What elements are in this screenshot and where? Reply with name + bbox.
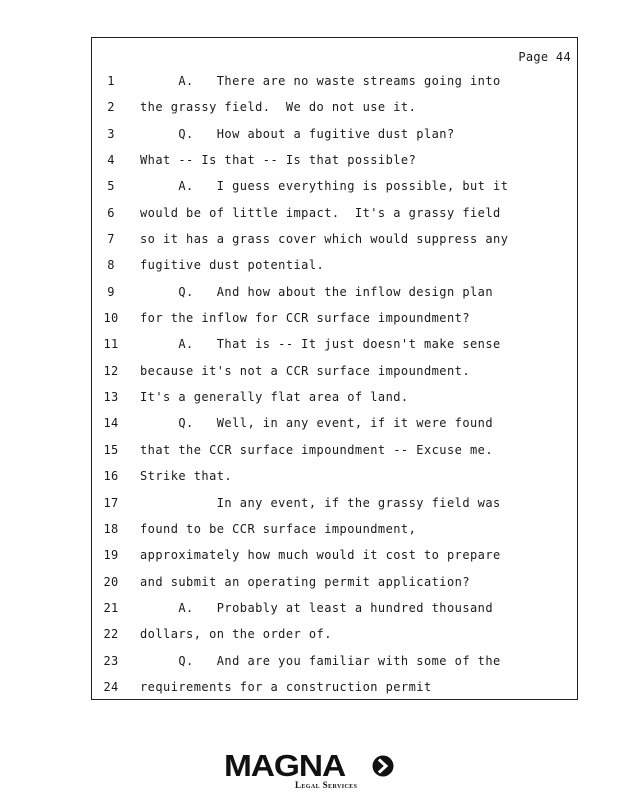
line-number: 20: [103, 574, 119, 589]
transcript-line: [92, 546, 577, 572]
line-number: 21: [103, 600, 119, 615]
line-text: found to be CCR surface impoundment,: [140, 521, 417, 536]
line-number: 15: [103, 442, 119, 457]
line-number: 18: [103, 521, 119, 536]
line-number: 12: [103, 363, 119, 378]
line-text: Q. Well, in any event, if it were found: [140, 416, 494, 431]
line-number: 14: [103, 416, 119, 431]
transcript-line: [92, 573, 577, 599]
line-text: for the inflow for CCR surface impoundment?: [140, 311, 471, 326]
line-text: It's a generally flat area of land.: [140, 390, 409, 405]
magna-logo: [224, 749, 394, 793]
line-number: 8: [107, 258, 115, 273]
line-text: so it has a grass cover which would suppress any: [140, 232, 509, 247]
transcript-line: [92, 335, 577, 361]
line-text: would be of little impact. It's a grassy field: [140, 205, 501, 220]
line-number: 3: [107, 126, 115, 141]
line-text: Q. How about a fugitive dust plan?: [140, 126, 455, 141]
transcript-line: [92, 599, 577, 625]
chevron-right-circle-icon: [372, 755, 394, 777]
transcript-lines: [92, 72, 577, 704]
line-number: 1: [107, 74, 115, 88]
transcript-line: [92, 177, 577, 203]
transcript-line: [92, 494, 577, 520]
line-text: Strike that.: [140, 469, 233, 484]
line-text: approximately how much would it cost to prepare: [140, 548, 501, 563]
transcript-line: [92, 72, 577, 98]
line-text: and submit an operating permit application?: [140, 574, 471, 589]
line-text: A. Probably at least a hundred thousand: [140, 600, 494, 615]
line-number: 7: [107, 232, 115, 247]
transcript-line: [92, 204, 577, 230]
line-text: the grassy field. We do not use it.: [140, 100, 417, 115]
line-text: A. There are no waste streams going into: [140, 74, 501, 88]
line-text: requirements for a construction permit: [140, 679, 432, 694]
line-text: Q. And how about the inflow design plan: [140, 284, 494, 299]
line-text: that the CCR surface impoundment -- Excuse me.: [140, 442, 494, 457]
line-number: 19: [103, 548, 119, 563]
transcript-line: [92, 309, 577, 335]
line-number: 17: [103, 495, 119, 510]
transcript-line: [92, 625, 577, 651]
line-number: 24: [103, 679, 119, 694]
logo-wordmark: MAGNA: [224, 748, 346, 783]
transcript-line: [92, 362, 577, 388]
line-text: fugitive dust potential.: [140, 258, 325, 273]
line-text: A. I guess everything is possible, but it: [140, 179, 509, 194]
line-number: 5: [107, 179, 115, 194]
transcript-line: [92, 467, 577, 493]
transcript-page: [91, 37, 578, 700]
logo-subtitle: Legal Services: [295, 780, 358, 790]
line-text: In any event, if the grassy field was: [140, 495, 501, 510]
transcript-line: [92, 678, 577, 704]
line-number: 13: [103, 390, 119, 405]
transcript-line: [92, 283, 577, 309]
line-number: 11: [103, 337, 119, 352]
line-number: 4: [107, 153, 115, 168]
transcript-line: [92, 98, 577, 124]
line-number: 16: [103, 469, 119, 484]
line-number: 9: [107, 284, 115, 299]
transcript-line: [92, 256, 577, 282]
page-number: Page 44: [518, 50, 571, 64]
line-number: 6: [107, 205, 115, 220]
line-number: 2: [107, 100, 115, 115]
line-text: What -- Is that -- Is that possible?: [140, 153, 417, 168]
line-number: 22: [103, 627, 119, 642]
transcript-line: [92, 125, 577, 151]
line-text: Q. And are you familiar with some of the: [140, 653, 501, 668]
line-text: dollars, on the order of.: [140, 627, 332, 642]
transcript-line: [92, 230, 577, 256]
transcript-line: [92, 652, 577, 678]
line-number: 23: [103, 653, 119, 668]
line-text: A. That is -- It just doesn't make sense: [140, 337, 501, 352]
transcript-line: [92, 441, 577, 467]
line-text: because it's not a CCR surface impoundment.: [140, 363, 471, 378]
transcript-line: [92, 414, 577, 440]
line-number: 10: [103, 311, 119, 326]
transcript-line: [92, 520, 577, 546]
transcript-line: [92, 388, 577, 414]
transcript-line: [92, 151, 577, 177]
